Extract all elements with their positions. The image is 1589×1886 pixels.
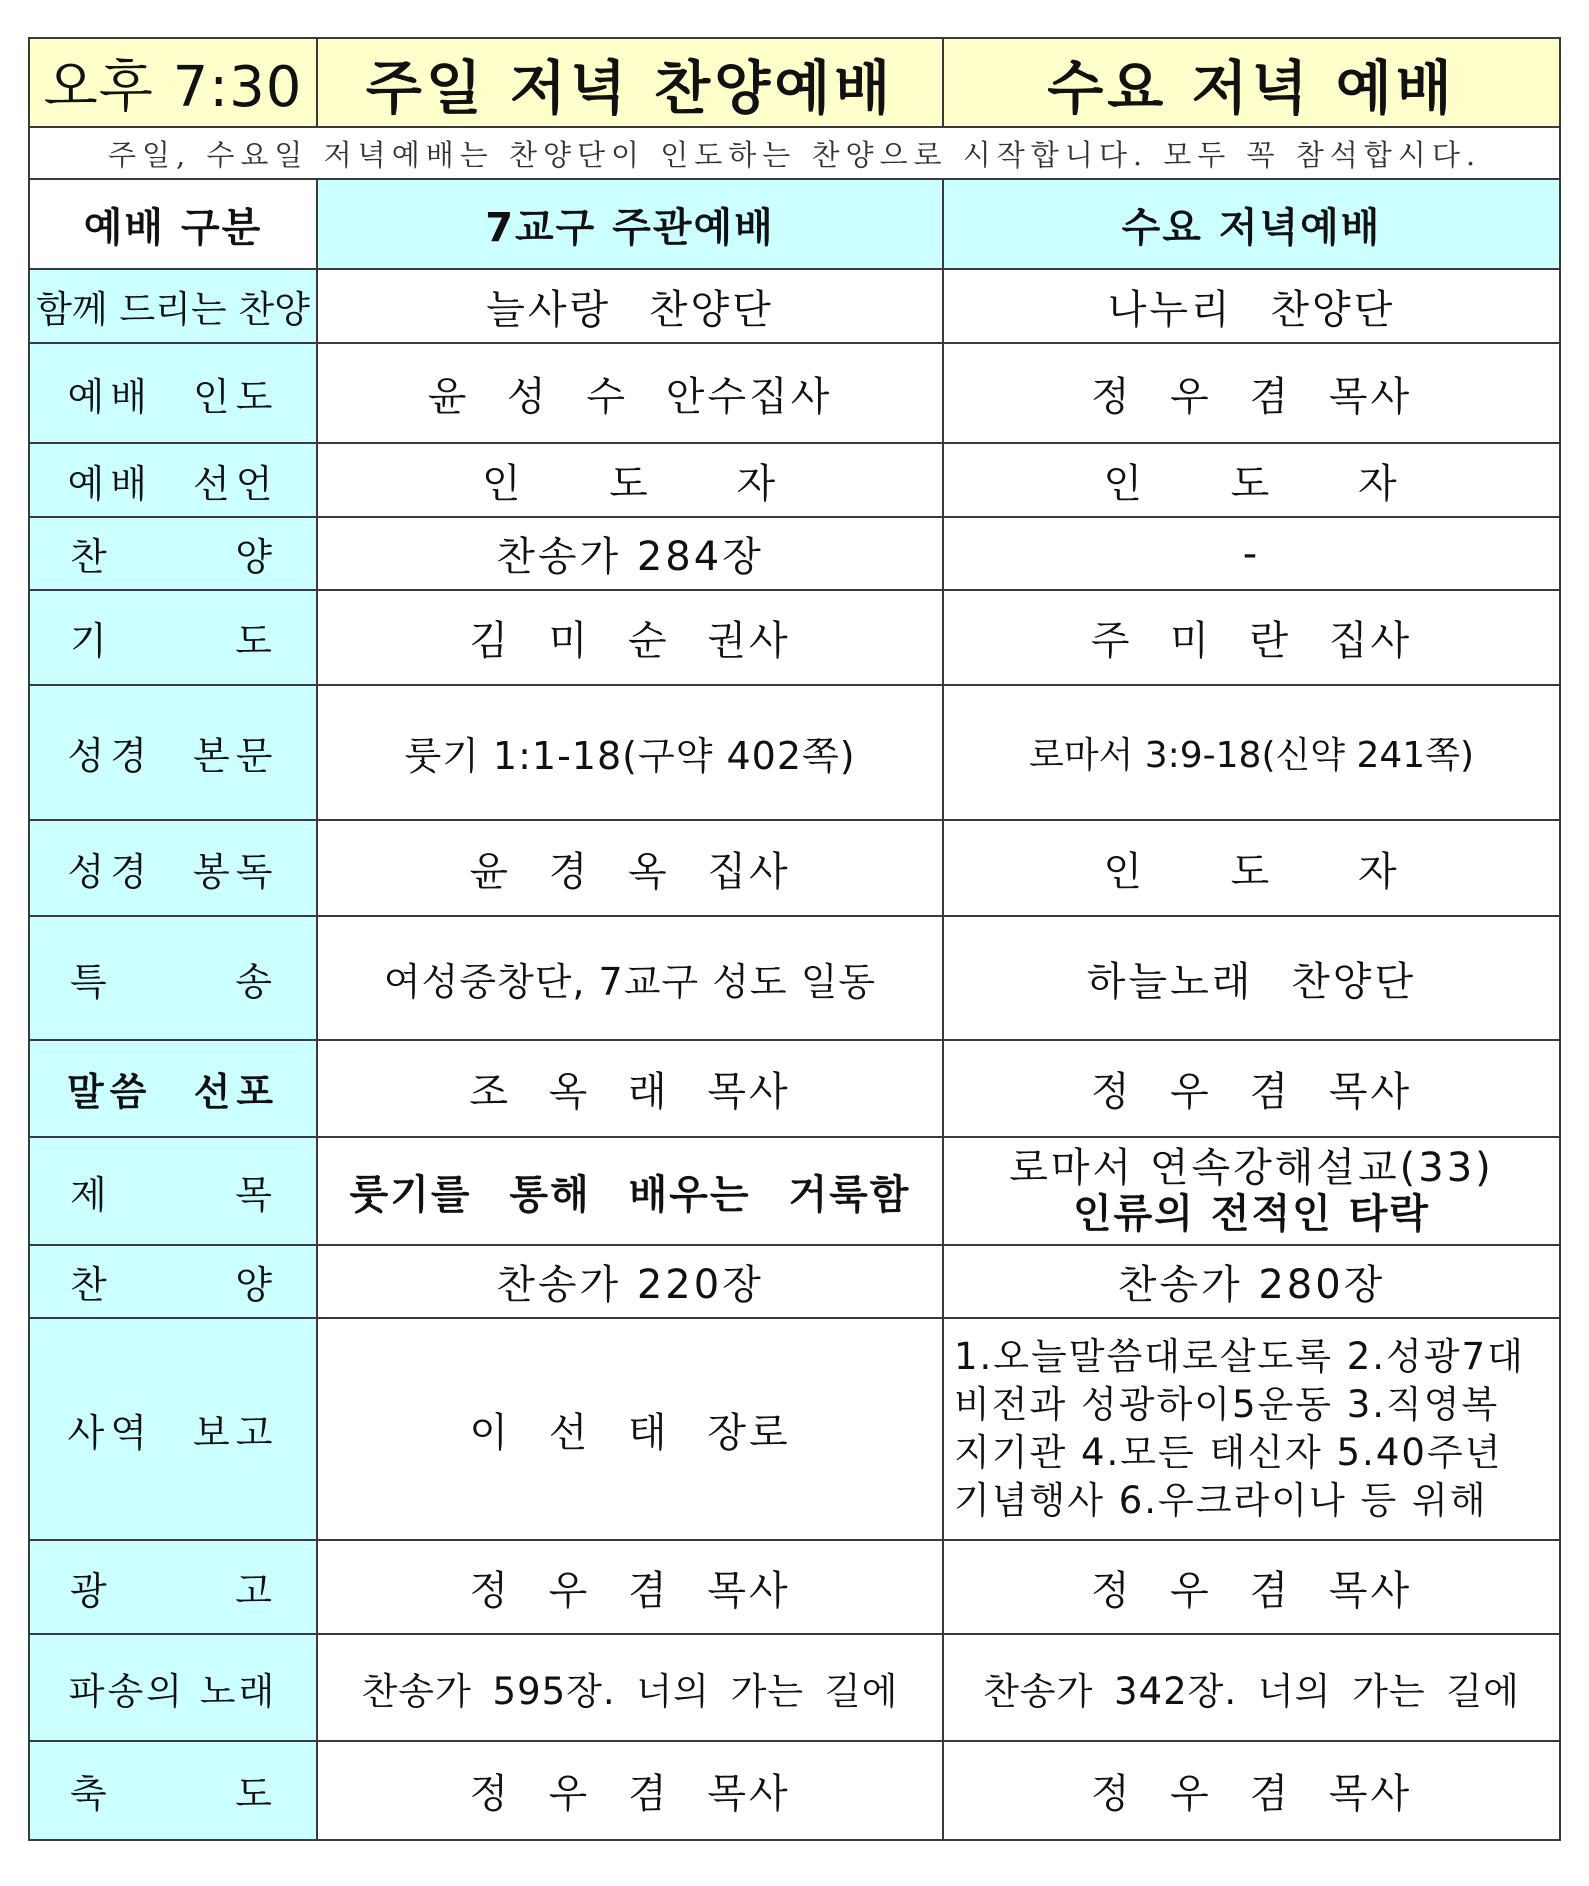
row-label: 예배 선언 xyxy=(29,443,317,517)
wednesday-value: 인 도 자 xyxy=(943,820,1560,916)
ministry-report-list: 1.오늘말씀대로살도록 2.성광7대 비전과 성광하이5운동 3.직영복 지기관 4.모든 태신자 5.40주년 기념행사 6.우크라이나 등 위해 xyxy=(954,1335,1525,1522)
sunday-service-title: 주일 저녁 찬양예배 xyxy=(365,53,895,122)
label-part: 찬 xyxy=(70,1263,113,1307)
sunday-value: 조 옥 래 목사 xyxy=(317,1040,943,1137)
column-header-label: 예배 구분 xyxy=(29,179,317,269)
sunday-value: 여성중창단, 7교구 성도 일동 xyxy=(317,916,943,1040)
sermon-title-sunday: 룻기를 통해 배우는 거룩함 xyxy=(349,1171,911,1218)
sermon-title-wednesday xyxy=(944,1145,1559,1237)
sunday-value: 인 도 자 xyxy=(317,443,943,517)
row-label xyxy=(29,590,317,685)
sermon-series: 로마서 연속강해설교(33) xyxy=(1009,1145,1494,1191)
row-label: 함께 드리는 찬양 xyxy=(29,269,317,343)
column-header-sunday: 7교구 주관예배 xyxy=(317,179,943,269)
sunday-value: 윤 경 옥 집사 xyxy=(317,820,943,916)
label-part: 양 xyxy=(235,1263,278,1307)
sunday-value: 윤 성 수 안수집사 xyxy=(317,343,943,443)
label-part: 기 xyxy=(70,619,113,663)
wednesday-service-title: 수요 저녁 예배 xyxy=(1047,53,1456,122)
column-header-wednesday: 수요 저녁예배 xyxy=(943,179,1560,269)
wednesday-value: 인 도 자 xyxy=(943,443,1560,517)
table-row xyxy=(29,343,1560,443)
wednesday-title-cell xyxy=(943,38,1560,127)
table-row xyxy=(29,685,1560,820)
table-row xyxy=(29,1137,1560,1245)
wednesday-value: 주 미 란 집사 xyxy=(943,590,1560,685)
table-row xyxy=(29,590,1560,685)
wednesday-value: - xyxy=(943,517,1560,590)
row-label xyxy=(29,1540,317,1634)
spread-label xyxy=(30,526,316,581)
sermon-title: 인류의 전적인 타락 xyxy=(1073,1191,1430,1237)
header-row xyxy=(29,38,1560,127)
row-label: 성경 봉독 xyxy=(29,820,317,916)
row-label: 사역 보고 xyxy=(29,1318,317,1540)
wednesday-value: 찬송가 280장 xyxy=(943,1245,1560,1318)
wednesday-value: 하늘노래 찬양단 xyxy=(943,916,1560,1040)
sunday-value: 찬송가 595장. 너의 가는 길에 xyxy=(317,1634,943,1741)
time-cell xyxy=(29,38,317,127)
sunday-value xyxy=(317,1137,943,1245)
wednesday-value: 찬송가 342장. 너의 가는 길에 xyxy=(943,1634,1560,1741)
sunday-title-cell xyxy=(317,38,943,127)
wednesday-value: 정 우 겸 목사 xyxy=(943,1040,1560,1137)
table-row xyxy=(29,1245,1560,1318)
table-row xyxy=(29,269,1560,343)
label-part: 고 xyxy=(235,1568,278,1613)
sunday-value: 찬송가 220장 xyxy=(317,1245,943,1318)
sunday-value: 이 선 태 장로 xyxy=(317,1318,943,1540)
wednesday-value: 나누리 찬양단 xyxy=(943,269,1560,343)
wednesday-value xyxy=(943,1318,1560,1540)
table-row xyxy=(29,443,1560,517)
service-time: 오후 7:30 xyxy=(43,54,303,120)
sunday-value: 찬송가 284장 xyxy=(317,517,943,590)
sunday-value: 김 미 순 권사 xyxy=(317,590,943,685)
label-part: 도 xyxy=(235,619,278,663)
column-header-row xyxy=(29,179,1560,269)
row-label xyxy=(29,916,317,1040)
row-label xyxy=(29,1137,317,1245)
label-part: 찬 xyxy=(70,535,113,579)
row-label: 예배 인도 xyxy=(29,343,317,443)
row-label xyxy=(29,1741,317,1840)
label-part: 제 xyxy=(70,1172,113,1217)
notice-text: 주일, 수요일 저녁예배는 찬양단이 인도하는 찬양으로 시작합니다. 모두 꼭 참석합시다. xyxy=(107,137,1482,172)
label-part: 양 xyxy=(235,535,278,579)
wednesday-value: 정 우 겸 목사 xyxy=(943,1540,1560,1634)
label-part: 목 xyxy=(235,1172,278,1217)
table-row xyxy=(29,916,1560,1040)
row-label: 말씀 선포 xyxy=(29,1040,317,1137)
label-part: 도 xyxy=(235,1772,278,1816)
label-part: 축 xyxy=(70,1772,113,1816)
sunday-value: 정 우 겸 목사 xyxy=(317,1741,943,1840)
table-row xyxy=(29,820,1560,916)
notice-cell xyxy=(29,127,1560,179)
wednesday-value xyxy=(943,1137,1560,1245)
table-row xyxy=(29,1634,1560,1741)
table-row xyxy=(29,517,1560,590)
label-part: 송 xyxy=(235,959,278,1004)
label-part: 특 xyxy=(70,959,113,1004)
notice-row xyxy=(29,127,1560,179)
wednesday-value: 정 우 겸 목사 xyxy=(943,1741,1560,1840)
table-row xyxy=(29,1040,1560,1137)
wednesday-value: 로마서 3:9-18(신약 241쪽) xyxy=(943,685,1560,820)
sunday-value: 룻기 1:1-18(구약 402쪽) xyxy=(317,685,943,820)
row-label xyxy=(29,517,317,590)
sunday-value: 늘사랑 찬양단 xyxy=(317,269,943,343)
table-row xyxy=(29,1540,1560,1634)
wednesday-value: 정 우 겸 목사 xyxy=(943,343,1560,443)
row-label: 파송의 노래 xyxy=(29,1634,317,1741)
sunday-value: 정 우 겸 목사 xyxy=(317,1540,943,1634)
table-row xyxy=(29,1741,1560,1840)
label-part: 광 xyxy=(70,1568,113,1613)
worship-schedule-table xyxy=(28,37,1561,1841)
row-label xyxy=(29,1245,317,1318)
row-label: 성경 본문 xyxy=(29,685,317,820)
table-row xyxy=(29,1318,1560,1540)
